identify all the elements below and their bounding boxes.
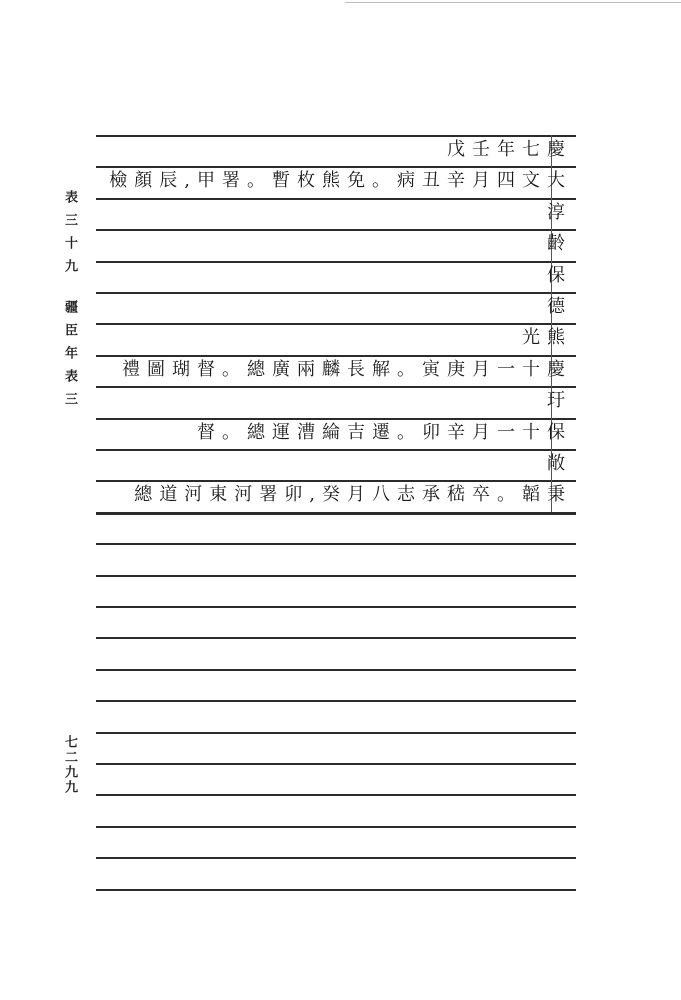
table-title: 疆臣年表三 [62,300,77,415]
table-row [96,418,576,450]
table-row [96,575,576,607]
table-row [96,261,576,293]
table-row [96,700,576,732]
row-text: 禮圖瑚督。總廣兩麟長解。寅庚月一十慶 [122,358,572,380]
table-row [96,794,576,826]
table-row [96,606,576,638]
top-edge-line [345,2,681,3]
table-row [96,637,576,669]
page-number: 七二九九 [62,735,77,795]
table-row [96,826,576,858]
table-row [96,512,576,544]
table-row [96,166,576,198]
table-row [96,229,576,261]
row-text: 玗 [547,390,572,412]
table-row [96,355,576,387]
table-row [96,669,576,701]
row-text: 總道河東河署卯,癸月八志承嵇卒。韜秉 [134,484,572,506]
table-row [96,449,576,481]
row-text: 齡 [547,233,572,255]
table-number: 表三十九 [62,190,77,282]
table-row [96,857,576,889]
row-text: 德 [547,296,572,317]
table-row [96,292,576,324]
table-row [96,198,576,230]
row-text: 檢顏辰,甲署。暫枚熊免。病丑辛月四文大 [109,170,572,192]
row-text: 督。總運漕綸吉遷。卯辛月一十保 [197,421,572,443]
row-text: 保 [547,264,572,286]
row-text: 光熊 [522,327,572,349]
table-row [96,386,576,418]
row-text: 敞 [547,453,572,474]
row-text: 戊壬年七慶 [447,139,572,160]
table-row [96,480,576,512]
row-text: 淳 [547,201,572,223]
table-row [96,323,576,355]
table-row [96,732,576,764]
table-row [96,543,576,575]
table-row [96,763,576,795]
table-row [96,135,576,167]
